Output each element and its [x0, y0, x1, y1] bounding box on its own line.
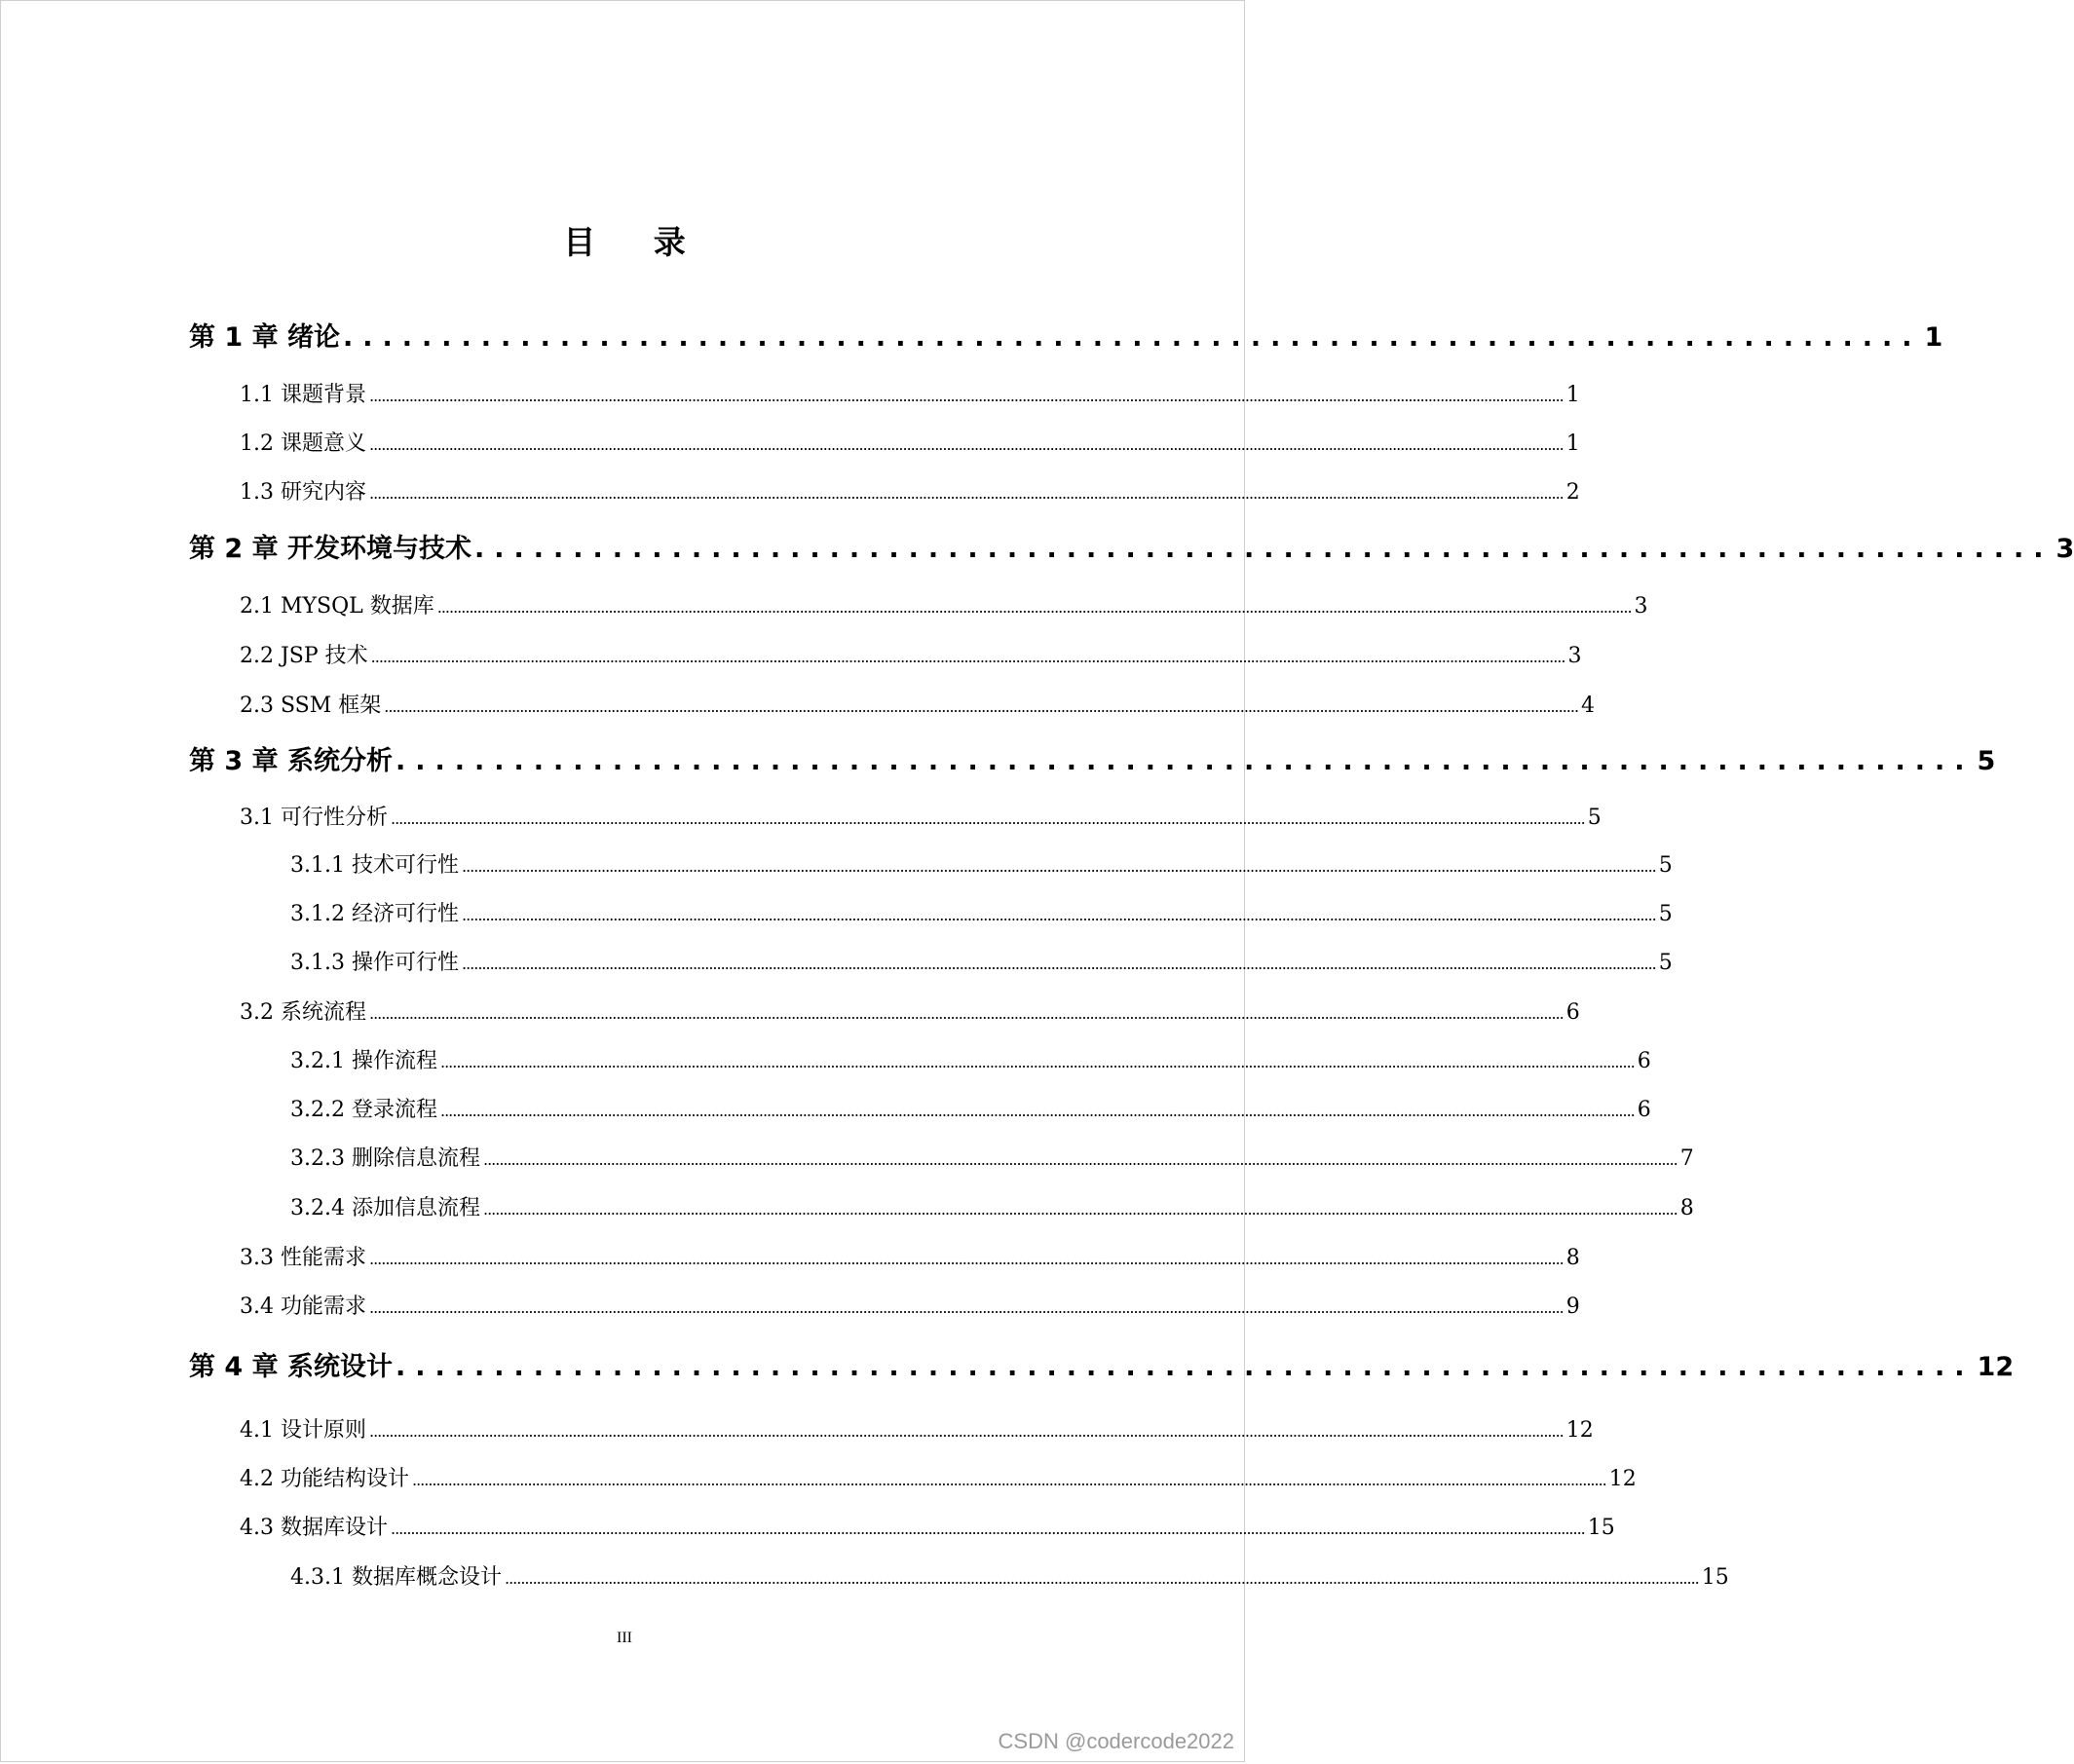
toc-dot-leader: ............................................................................................................................................................................................................................................................................................................: [368, 1422, 1564, 1441]
toc-section-entry[interactable]: [240, 995, 1580, 1026]
toc-page-number: 12: [1977, 1352, 2015, 1382]
toc-page-number: 12: [1608, 1467, 1637, 1491]
toc-page-number: 1: [1565, 432, 1580, 456]
toc-dot-leader: ............................................................................................................................................................................................................................................................................................................: [461, 906, 1656, 924]
toc-entry-label: 1.3 研究内容: [240, 480, 366, 505]
toc-dot-leader: ............................................................................................................................................................................................................................................................................................................: [368, 435, 1564, 454]
toc-entry-label: 第 3 章 系统分析: [189, 746, 393, 776]
toc-entry-label: 4.3 数据库设计: [240, 1516, 388, 1540]
toc-entry-label: 第 1 章 绪论: [189, 322, 340, 353]
toc-page-number: 1: [1924, 322, 1943, 353]
toc-entry-label: 3.1 可行性分析: [240, 806, 388, 830]
toc-entry-label: 3.3 性能需求: [240, 1246, 366, 1270]
toc-page-number: 5: [1658, 951, 1673, 975]
toc-entry-label: 4.2 功能结构设计: [240, 1467, 409, 1491]
toc-entry-label: 3.1.1 技术可行性: [290, 853, 459, 878]
toc-chapter-entry[interactable]: [189, 527, 2074, 565]
toc-entry-label: 1.1 课题背景: [240, 383, 366, 407]
toc-dot-leader: ................................................................................: [343, 322, 1922, 353]
toc-dot-leader: ............................................................................................................................................................................................................................................................................................................: [390, 809, 1585, 828]
toc-page-number: 5: [1977, 746, 1996, 776]
toc-page-number: 15: [1587, 1516, 1615, 1540]
toc-dot-leader: ............................................................................................................................................................................................................................................................................................................: [482, 1150, 1678, 1169]
table-of-contents: [1, 1, 2074, 1657]
toc-entry-label: 4.3.1 数据库概念设计: [290, 1565, 502, 1590]
toc-dot-leader: ............................................................................................................................................................................................................................................................................................................: [384, 697, 1579, 716]
toc-subsection-entry[interactable]: [290, 1191, 1694, 1221]
toc-section-entry[interactable]: [240, 378, 1580, 408]
toc-chapter-entry[interactable]: [189, 316, 1943, 354]
toc-dot-leader: ............................................................................................................................................................................................................................................................................................................: [461, 955, 1656, 973]
toc-chapter-entry[interactable]: [189, 1345, 2015, 1383]
toc-dot-leader: ............................................................................................................................................................................................................................................................................................................: [504, 1569, 1699, 1588]
toc-page-number: 5: [1658, 853, 1673, 878]
toc-dot-leader: ............................................................................................................................................................................................................................................................................................................: [390, 1520, 1585, 1538]
toc-entry-label: 2.1 MYSQL 数据库: [240, 594, 434, 619]
toc-page-number: 1: [1565, 383, 1580, 407]
toc-page-number: 3: [1567, 644, 1582, 668]
toc-dot-leader: ................................................................................: [396, 746, 1975, 776]
toc-page-number: 6: [1565, 1000, 1580, 1025]
toc-dot-leader: ............................................................................................................................................................................................................................................................................................................: [368, 1004, 1564, 1023]
toc-dot-leader: ............................................................................................................................................................................................................................................................................................................: [482, 1200, 1678, 1219]
toc-dot-leader: ................................................................................: [396, 1352, 1975, 1382]
toc-page-number: 2: [1565, 480, 1580, 505]
toc-chapter-entry[interactable]: [189, 739, 1996, 777]
toc-section-entry[interactable]: [240, 475, 1580, 506]
toc-dot-leader: ............................................................................................................................................................................................................................................................................................................: [439, 1053, 1635, 1071]
toc-section-entry[interactable]: [240, 427, 1580, 457]
toc-dot-leader: ............................................................................................................................................................................................................................................................................................................: [439, 1102, 1635, 1120]
toc-entry-label: 2.3 SSM 框架: [240, 694, 382, 718]
toc-page-number: 6: [1637, 1049, 1651, 1073]
toc-entry-label: 3.2.3 删除信息流程: [290, 1146, 480, 1171]
toc-section-entry[interactable]: [240, 589, 1648, 619]
toc-entry-label: 3.2.2 登录流程: [290, 1098, 437, 1122]
toc-subsection-entry[interactable]: [290, 1044, 1651, 1074]
toc-page-number: 3: [1634, 594, 1648, 619]
toc-section-entry[interactable]: [240, 1413, 1594, 1444]
toc-page-number: 4: [1581, 694, 1596, 718]
toc-page-number: 9: [1565, 1295, 1580, 1319]
toc-section-entry[interactable]: [240, 1511, 1615, 1541]
toc-page-number: 5: [1587, 806, 1602, 830]
toc-page-number: 7: [1679, 1146, 1694, 1171]
toc-dot-leader: ................................................................................: [474, 534, 2054, 564]
toc-section-entry[interactable]: [240, 639, 1582, 669]
toc-dot-leader: ............................................................................................................................................................................................................................................................................................................: [370, 648, 1565, 666]
toc-subsection-entry[interactable]: [290, 946, 1673, 976]
toc-section-entry[interactable]: [240, 1290, 1580, 1320]
toc-entry-label: 3.1.2 经济可行性: [290, 902, 459, 926]
toc-entry-label: 4.1 设计原则: [240, 1418, 366, 1443]
toc-section-entry[interactable]: [240, 1241, 1580, 1271]
toc-page-number: 3: [2055, 534, 2074, 564]
toc-page-number: 12: [1565, 1418, 1594, 1443]
toc-dot-leader: ............................................................................................................................................................................................................................................................................................................: [368, 1298, 1564, 1317]
toc-dot-leader: ............................................................................................................................................................................................................................................................................................................: [368, 1250, 1564, 1268]
toc-section-entry[interactable]: [240, 689, 1596, 719]
toc-page-number: 8: [1679, 1196, 1694, 1220]
toc-subsection-entry[interactable]: [290, 1093, 1651, 1123]
watermark: CSDN @codercode2022: [998, 1729, 1234, 1753]
toc-entry-label: 3.2.4 添加信息流程: [290, 1196, 480, 1220]
toc-entry-label: 3.1.3 操作可行性: [290, 951, 459, 975]
toc-dot-leader: ............................................................................................................................................................................................................................................................................................................: [368, 387, 1564, 405]
toc-entry-label: 第 2 章 开发环境与技术: [189, 534, 471, 564]
toc-entry-label: 3.4 功能需求: [240, 1295, 366, 1319]
toc-dot-leader: ............................................................................................................................................................................................................................................................................................................: [461, 857, 1656, 876]
toc-subsection-entry[interactable]: [290, 848, 1673, 879]
toc-dot-leader: ............................................................................................................................................................................................................................................................................................................: [368, 484, 1564, 503]
toc-entry-label: 第 4 章 系统设计: [189, 1352, 393, 1382]
toc-page-number: 15: [1701, 1565, 1729, 1590]
toc-entry-label: 1.2 课题意义: [240, 432, 366, 456]
toc-entry-label: 3.2.1 操作流程: [290, 1049, 437, 1073]
toc-entry-label: 2.2 JSP 技术: [240, 644, 368, 668]
toc-page-number: 6: [1637, 1098, 1651, 1122]
toc-title: 目 录: [563, 223, 709, 261]
toc-page-number: 5: [1658, 902, 1673, 926]
toc-section-entry[interactable]: [240, 1462, 1637, 1492]
toc-subsection-entry[interactable]: [290, 1142, 1694, 1172]
toc-section-entry[interactable]: [240, 801, 1602, 831]
page-number-footer: III: [617, 1630, 632, 1646]
toc-dot-leader: ............................................................................................................................................................................................................................................................................................................: [411, 1471, 1606, 1489]
toc-entry-label: 3.2 系统流程: [240, 1000, 366, 1025]
toc-subsection-entry[interactable]: [290, 897, 1673, 927]
toc-page-number: 8: [1565, 1246, 1580, 1270]
toc-subsection-entry[interactable]: [290, 1560, 1729, 1591]
toc-dot-leader: ............................................................................................................................................................................................................................................................................................................: [436, 598, 1632, 617]
